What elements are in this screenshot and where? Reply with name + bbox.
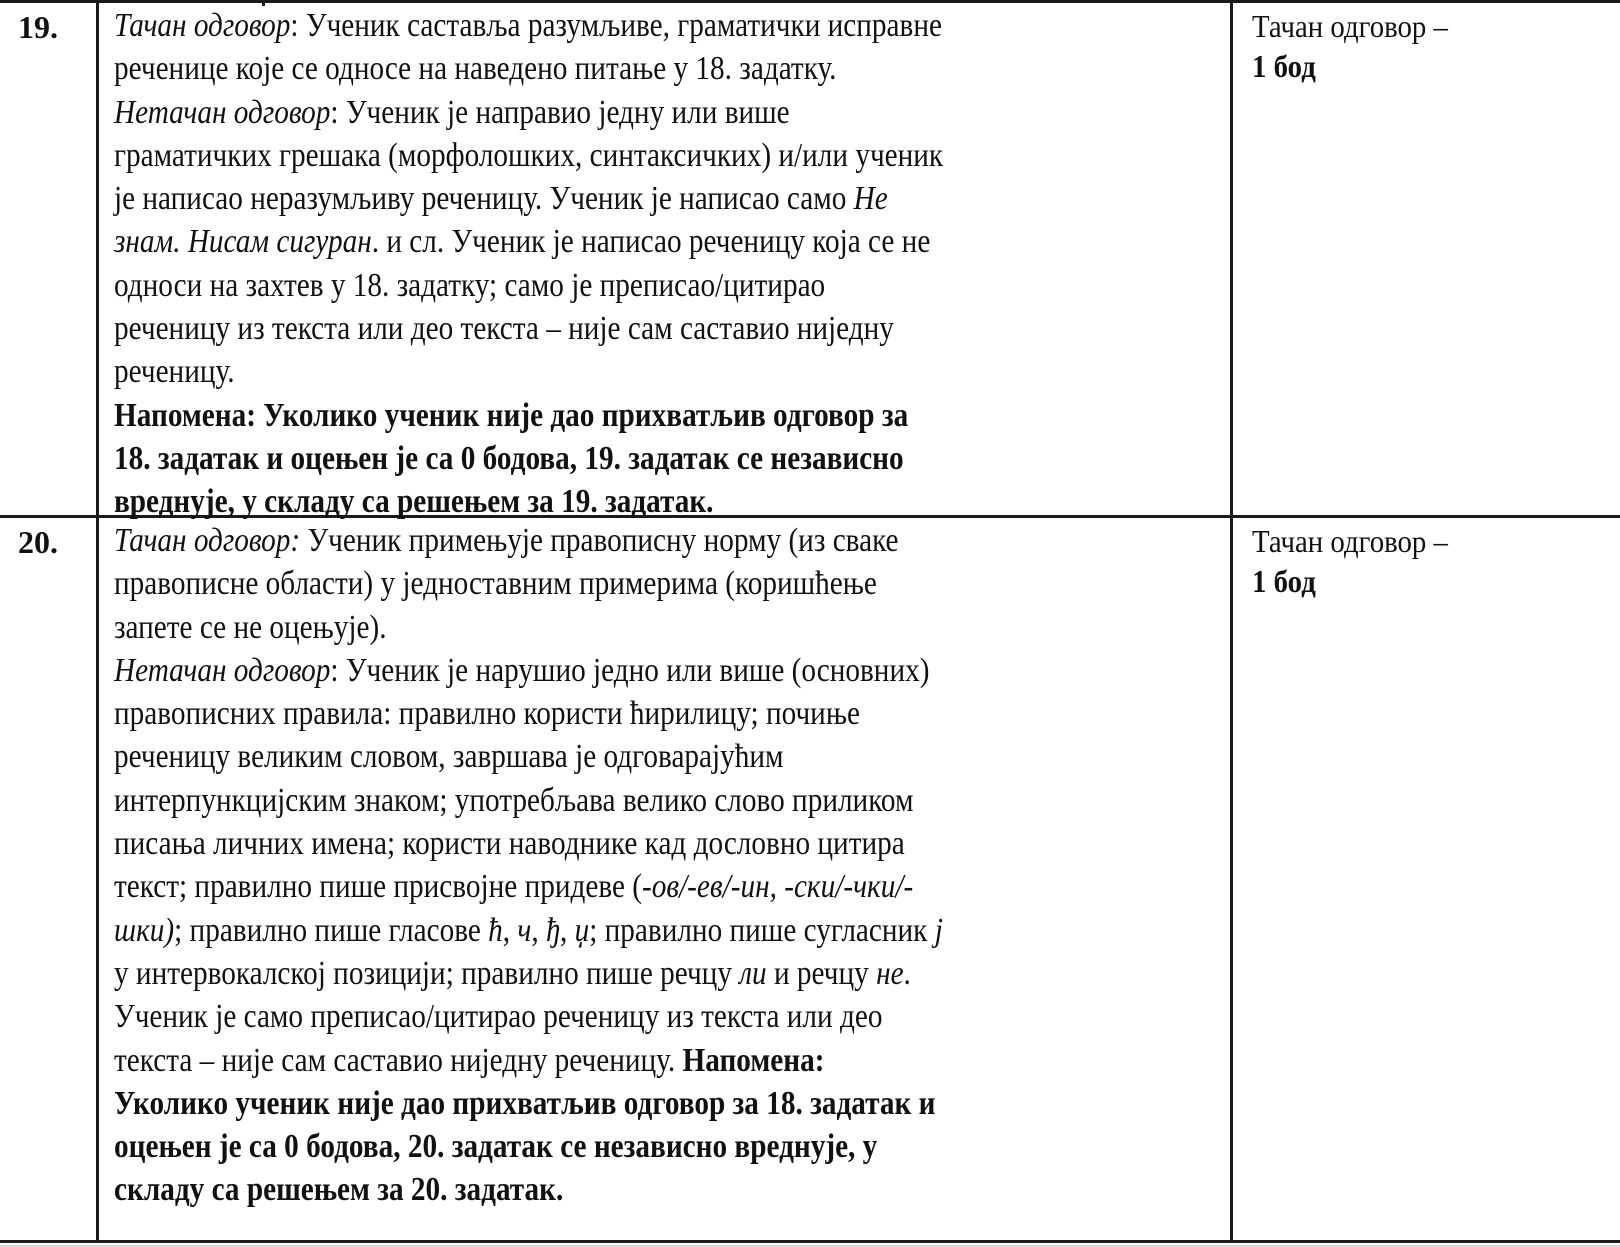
italic-text: ј: [934, 911, 943, 949]
text: ; правилно пише гласове: [174, 911, 489, 949]
text-line: [114, 735, 943, 778]
text-line: [114, 1039, 943, 1082]
text: текст; правилно пише присвојне придеве (: [114, 868, 643, 906]
points-value: 1 бод: [1252, 48, 1316, 84]
points-cell: [1252, 521, 1470, 601]
text: .: [903, 954, 911, 992]
text-line: [114, 519, 943, 562]
text: односи на захтев у 18. задатку; само је преписао/цитирао: [114, 266, 826, 304]
italic-text: -ов/-ев/-ин, -ски/-чки/-: [642, 868, 914, 906]
text: : Ученик је нарушио једно или више (основних): [330, 651, 930, 689]
text: реченице које се односе на наведено питање у 18. задатку.: [114, 50, 837, 88]
task-number: 20.: [18, 524, 58, 560]
text: је написао неразумљиву реченицу. Ученик је написао само: [114, 180, 854, 218]
text-line: [114, 220, 943, 263]
text: : Ученик је направио једну или више: [330, 93, 790, 131]
text-line: [114, 350, 943, 393]
text: интерпункцијским знаком; употребљава велико слово приликом: [114, 781, 914, 819]
text-line: [114, 692, 943, 735]
text: реченицу из текста или део текста – није сам саставио ниједну: [114, 310, 894, 348]
text: правописних правила: правилно користи ћирилицу; почиње: [114, 695, 860, 733]
text: и речцу: [766, 954, 877, 992]
text: запете се не оцењује).: [114, 608, 387, 646]
text-line: [114, 649, 943, 692]
text-line: [114, 1125, 943, 1168]
table-top-border: [0, 0, 1620, 3]
text-line: [114, 1168, 943, 1211]
italic-text: знам. Нисам сигуран: [114, 223, 372, 261]
text-line: [114, 91, 943, 134]
text: реченицу.: [114, 353, 235, 391]
column-divider-points: [1230, 0, 1233, 1243]
italic-text: ли: [739, 954, 767, 992]
text-line: [114, 134, 943, 177]
text-line: [114, 177, 943, 220]
text-line: [114, 480, 943, 523]
italic-text: Нетачан одговор: [114, 651, 331, 689]
text-line: [114, 822, 943, 865]
bold-text: Напомена:: [682, 1041, 825, 1079]
text: ,: [531, 911, 546, 949]
bold-text: вреднује, у складу са решењем за 19. задатак.: [114, 483, 714, 521]
text-line: [114, 995, 943, 1038]
bold-text: складу са решењем за 20. задатак.: [114, 1171, 564, 1209]
italic-text: шки): [114, 911, 175, 949]
text: реченицу великим словом, завршава је одговарајућим: [114, 738, 784, 776]
text-line: [114, 394, 943, 437]
text: Ученик примењује правописну норму (из сваке: [300, 522, 899, 559]
text: текста – није сам саставио ниједну реченицу.: [114, 1041, 683, 1079]
text-line: [114, 264, 943, 307]
text-line: [114, 562, 943, 605]
italic-text: ћ: [488, 911, 503, 949]
text-line: [114, 47, 943, 90]
text: Ученик је само преписао/цитирао реченицу из текста или део: [114, 998, 883, 1036]
italic-text: Не: [853, 180, 888, 218]
bold-text: Уколико ученик није дао прихватљив одговор за 18. задатак и: [114, 1084, 936, 1122]
column-divider-number: [96, 0, 99, 1243]
text: правописне области) у једноставним примерима (коришћење: [114, 565, 877, 603]
text-line: [114, 437, 943, 480]
text-line: [114, 952, 943, 995]
bold-text: Напомена: Уколико ученик није дао прихватљив одговор за: [114, 396, 909, 434]
text: ,: [502, 911, 518, 949]
text-line: [114, 307, 943, 350]
text: . и сл. Ученик је написао реченицу која се не: [371, 223, 931, 261]
text: писања личних имена; користи наводнике кад дословно цитира: [114, 825, 905, 863]
task-description: [114, 4, 1078, 524]
bold-text: оцењен је са 0 бодова, 20. задатак се независно вреднује, у: [114, 1128, 878, 1166]
text: у интервокалској позицији; правилно пише речцу: [114, 954, 740, 992]
task-number: 19.: [18, 9, 58, 45]
italic-text: ђ: [545, 911, 560, 949]
text: граматичких грешака (морфолошких, синтаксичких) и/или ученик: [114, 136, 944, 174]
italic-text: не: [876, 954, 904, 992]
text-line: [114, 1082, 943, 1125]
points-label: Тачан одговор –: [1252, 523, 1448, 559]
italic-text: ч: [517, 911, 532, 949]
text-line: [114, 865, 943, 908]
text-line: [114, 909, 943, 952]
points-cell: [1252, 6, 1470, 86]
italic-text: Нетачан одговор: [114, 93, 331, 131]
text: ; правилно пише сугласник: [589, 911, 935, 949]
italic-text: Тачан одговор:: [114, 522, 301, 559]
text: ,: [559, 911, 575, 949]
italic-text: Тачан одговор: [114, 7, 291, 44]
table-bottom-border: [0, 1240, 1620, 1243]
points-label: Тачан одговор –: [1252, 8, 1448, 44]
points-value: 1 бод: [1252, 563, 1316, 599]
text-line: [114, 779, 943, 822]
text-line: [114, 606, 943, 649]
task-description: [114, 519, 1078, 1212]
text-line: [114, 4, 943, 47]
text: : Ученик саставља разумљиве, граматички исправне: [290, 7, 942, 44]
italic-text: џ: [574, 911, 590, 949]
bold-text: 18. задатак и оцењен је са 0 бодова, 19. задатак се независно: [114, 439, 904, 477]
